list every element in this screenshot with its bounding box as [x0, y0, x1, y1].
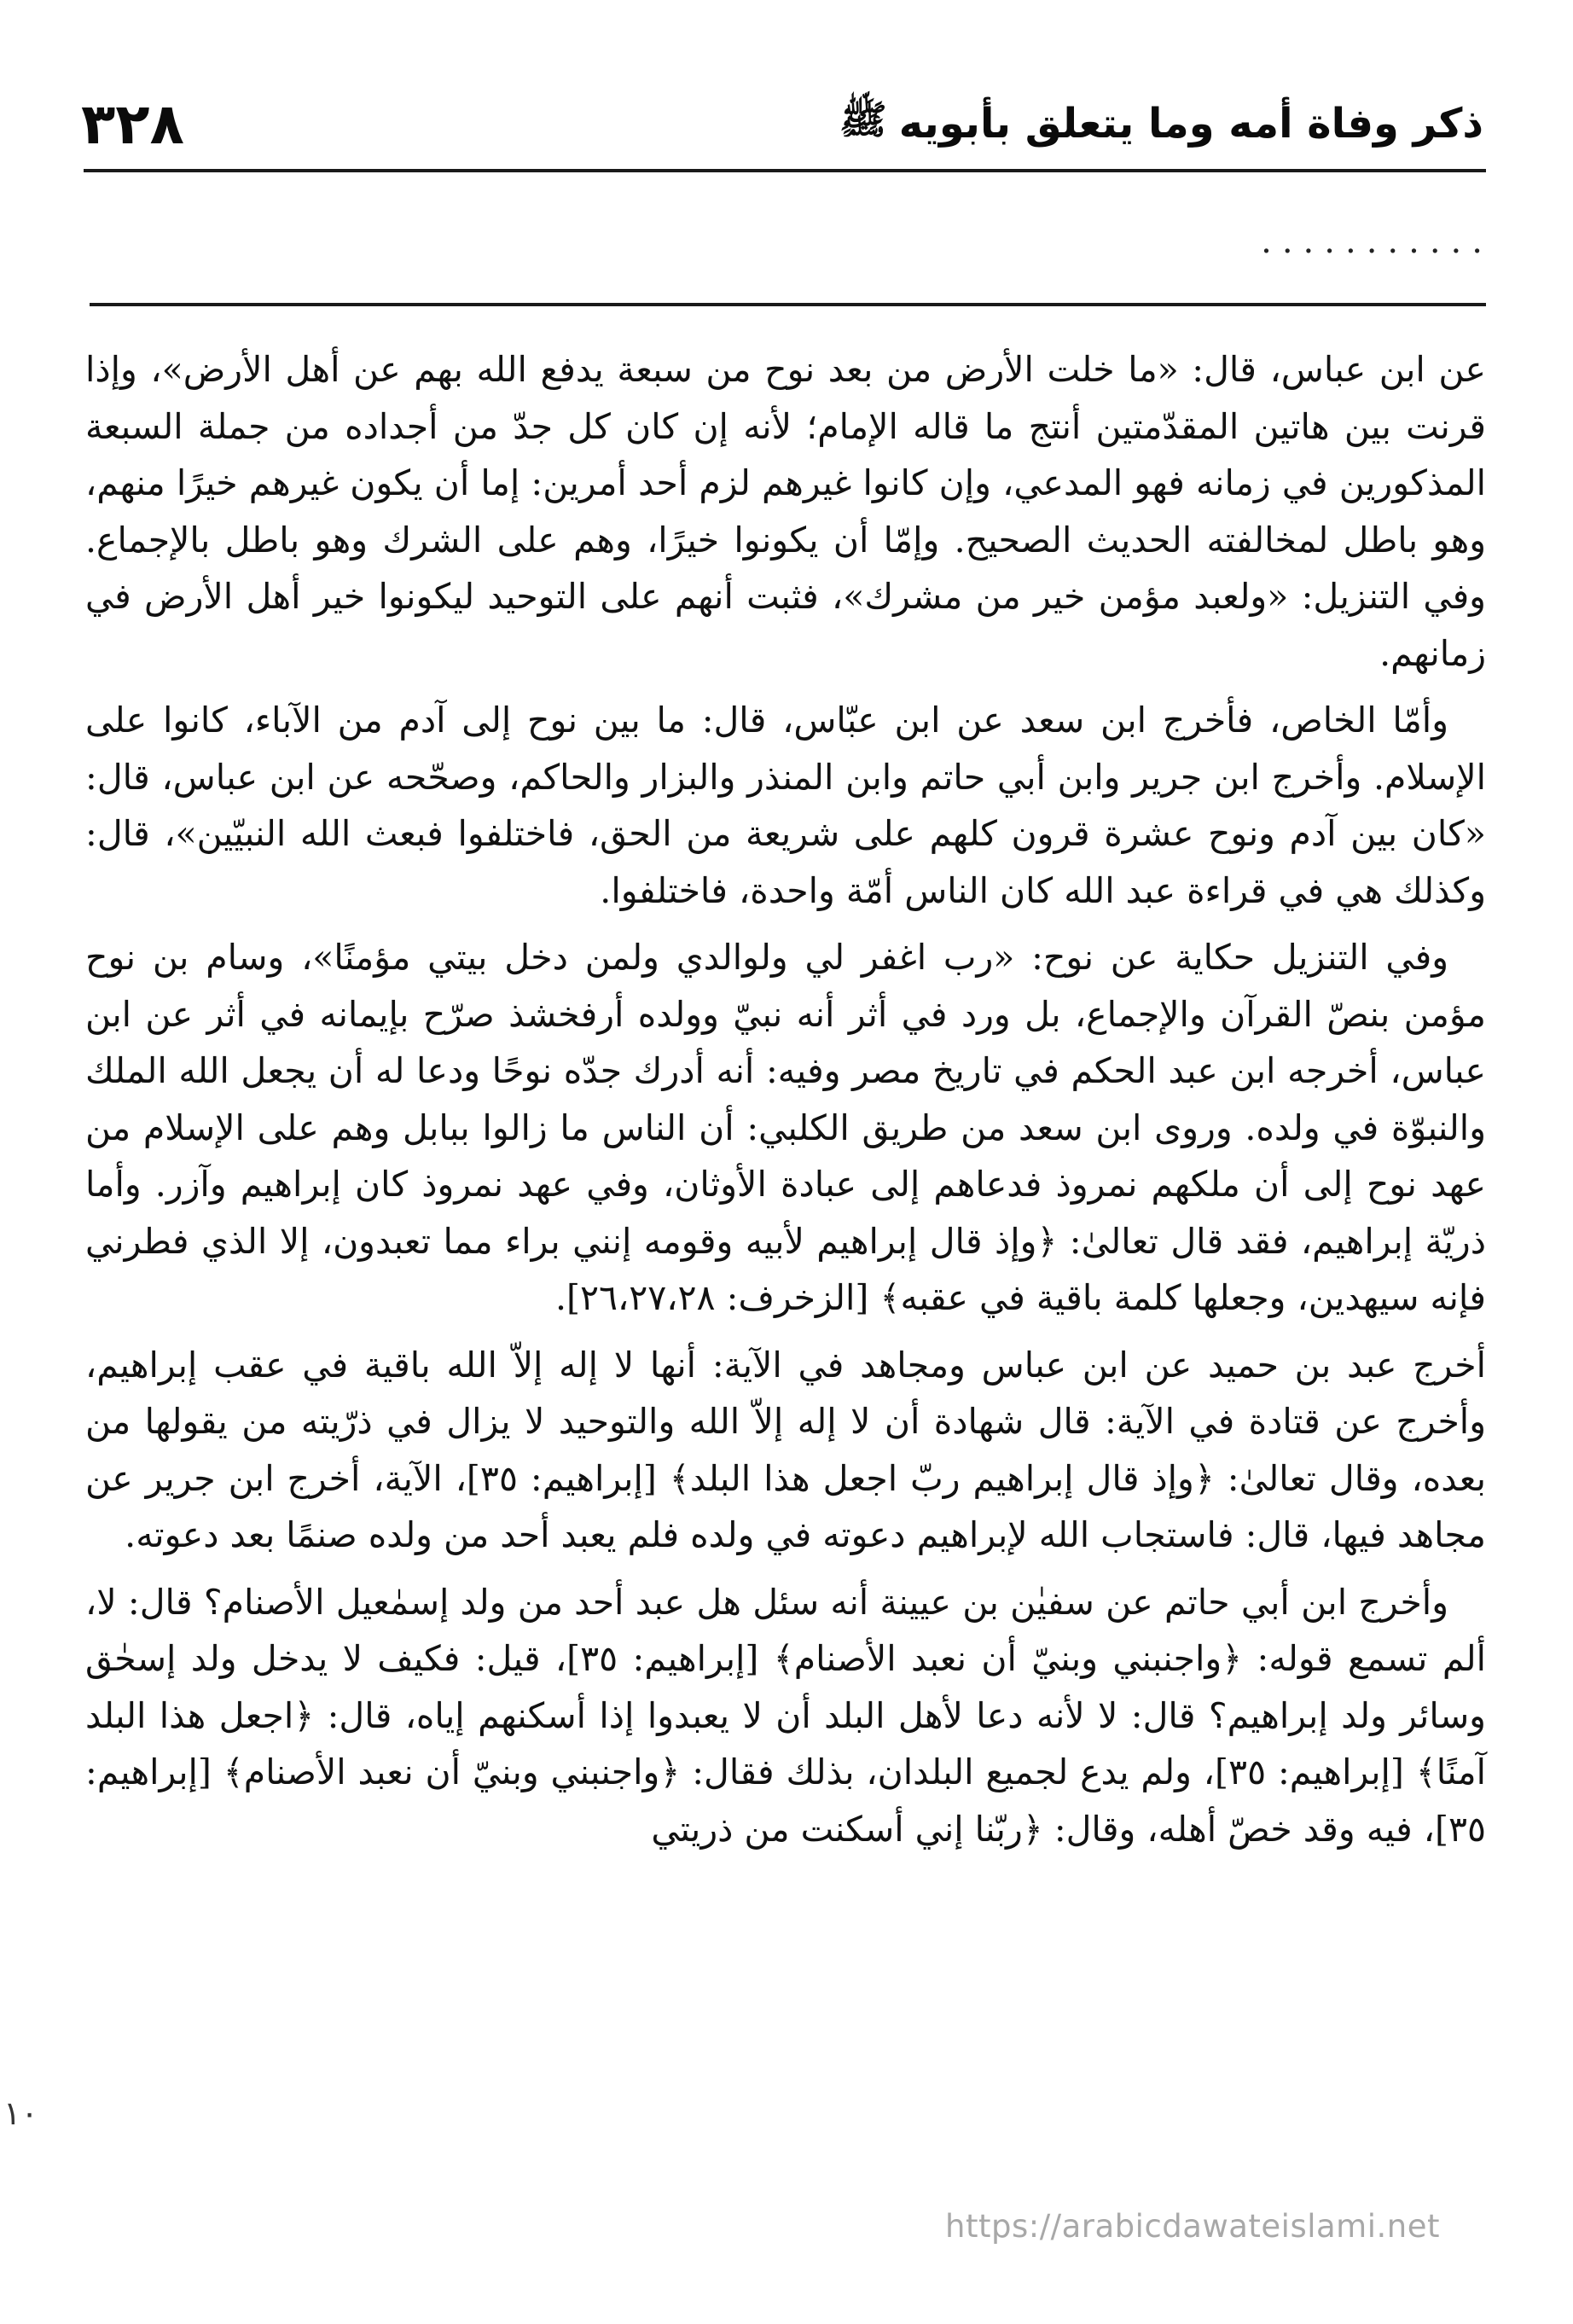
honorific-glyph: ﷺ: [839, 96, 887, 142]
running-title-text: ذكر وفاة أمه وما يتعلق بأبويه: [898, 100, 1483, 148]
page-number: ٣٢٨: [81, 90, 184, 157]
section-rule: [90, 303, 1486, 306]
paragraph-1: عن ابن عباس، قال: «ما خلت الأرض من بعد نوح من سبعة يدفع الله بهم عن أهل الأرض»، وإذا قرنت بين هاتين المقدّمتين أنتج ما قاله الإمام؛ لأنه إن كان كل جدّ من أجداده من جملة السبعة المذكورين في زمانه فهو المدعي، وإن كانوا غيرهم لزم أحد أمرين: إما أن يكون غيرهم خيرًا منهم، وهو باطل لمخالفته الحديث الصحيح. وإمّا أن يكونوا خيرًا، وهم على الشرك وهو باطل بالإجماع. وفي التنزيل: «ولعبد مؤمن خير من مشرك»، فثبت أنهم على التوحيد ليكونوا خير أهل الأرض في زمانهم.: [85, 349, 1486, 674]
section-separator-dots: ...........: [1261, 222, 1493, 261]
paragraph-5: وأخرج ابن أبي حاتم عن سفيٰن بن عيينة أنه سئل هل عبد أحد من ولد إسمٰعيل الأصنام؟ قال: لا، ألم تسمع قوله: ﴿واجنبني وبنيّ أن نعبد الأصنام﴾ [إبراهيم: ٣٥]، قيل: فكيف لا يدخل ولد إسحٰق وسائر ولد إبراهيم؟ قال: لا لأنه دعا لأهل البلد أن لا يعبدوا إذا أسكنهم إياه، قال: ﴿اجعل هذا البلد آمنًا﴾ [إبراهيم: ٣٥]، ولم يدع لجميع البلدان، بذلك فقال: ﴿واجنبني وبنيّ أن نعبد الأصنام﴾ [إبراهيم: ٣٥]، فيه وقد خصّ أهله، وقال: ﴿ربّنا إني أسكنت من ذريتي: [85, 1581, 1486, 1850]
page-header: [81, 81, 1483, 166]
margin-line-number: ١٠: [3, 2095, 38, 2132]
paragraph-3: وفي التنزيل حكاية عن نوح: «رب اغفر لي ولوالدي ولمن دخل بيتي مؤمنًا»، وسام بن نوح مؤمن بنصّ القرآن والإجماع، بل ورد في أثر أنه نبيّ وولده أرفخشذ صرّح بإيمانه في أثر عن ابن عباس، أخرجه ابن عبد الحكم في تاريخ مصر وفيه: أنه أدرك جدّه نوحًا ودعا له أن يجعل الله الملك والنبوّة في ولده. وروى ابن سعد من طريق الكلبي: أن الناس ما زالوا ببابل وهم على الإسلام من عهد نوح إلى أن ملكهم نمروذ فدعاهم إلى عبادة الأوثان، وفي عهد نمروذ كان إبراهيم وآزر. وأما ذريّة إبراهيم، فقد قال تعالىٰ: ﴿وإذ قال إبراهيم لأبيه وقومه إنني براء مما تعبدون، إلا الذي فطرني فإنه سيهدين، وجعلها كلمة باقية في عقبه﴾ [الزخرف: ٢٦،٢٧،٢٨].: [85, 937, 1486, 1318]
paragraph-2: وأمّا الخاص، فأخرج ابن سعد عن ابن عبّاس، قال: ما بين نوح إلى آدم من الآباء، كانوا على الإسلام. وأخرج ابن جرير وابن أبي حاتم وابن المنذر والبزار والحاكم، وصحّحه عن ابن عباس، قال: «كان بين آدم ونوح عشرة قرون كلهم على شريعة من الحق، فاختلفوا فبعث الله النبيّين»، قال: وكذلك هي في قراءة عبد الله كان الناس أمّة واحدة، فاختلفوا.: [85, 700, 1486, 911]
running-title: [839, 96, 1483, 153]
watermark-url: https://arabicdawateislami.net: [945, 2208, 1440, 2245]
body-text: [85, 341, 1486, 1857]
header-rule: [84, 169, 1486, 172]
paragraph-4: أخرج عبد بن حميد عن ابن عباس ومجاهد في الآية: أنها لا إله إلاّ الله باقية في عقب إبراهيم، وأخرج عن قتادة في الآية: قال شهادة أن لا إله إلاّ الله والتوحيد لا يزال في ذرّيته من يقولها من بعده، وقال تعالىٰ: ﴿وإذ قال إبراهيم ربّ اجعل هذا البلد﴾ [إبراهيم: ٣٥]، الآية، أخرج ابن جرير عن مجاهد فيها، قال: فاستجاب الله لإبراهيم دعوته في ولده فلم يعبد أحد من ولده صنمًا بعد دعوته.: [85, 1344, 1486, 1555]
